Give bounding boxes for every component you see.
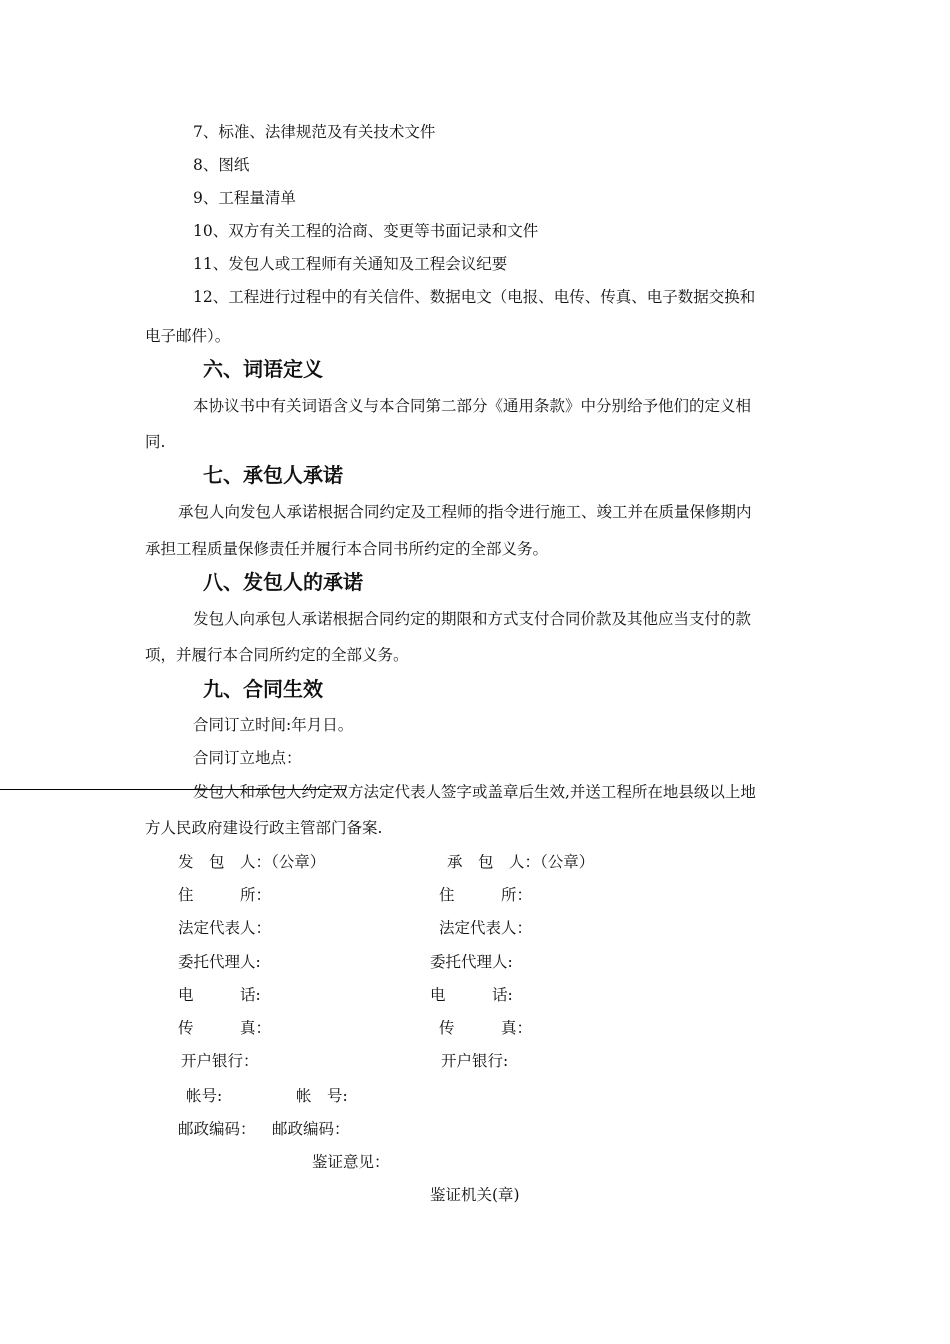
item-10: 10、双方有关工程的洽商、变更等书面记录和文件 (193, 222, 539, 240)
section-6-title: 六、词语定义 (203, 357, 323, 381)
item-7: 7、标准、法律规范及有关技术文件 (193, 123, 436, 141)
section-8-line-2: 项，并履行本合同所约定的全部义务。 (145, 646, 409, 664)
contract-date: 合同订立时间:年月日。 (193, 716, 354, 734)
notary-office: 鉴证机关(章) (430, 1186, 520, 1204)
section-7-line-1: 承包人向发包人承诺根据合同约定及工程师的指令进行施工、竣工并在质量保修期内 (178, 503, 752, 521)
employer-legal-rep: 法定代表人： (178, 919, 272, 937)
employer-fax: 传 真： (178, 1019, 272, 1037)
section-8-title: 八、发包人的承诺 (203, 570, 363, 594)
employer-phone: 电 话: (178, 986, 261, 1004)
contract-place: 合同订立地点： (193, 749, 302, 767)
employer-account: 帐号: (186, 1087, 223, 1105)
contractor-label: 承 包 人：（公章） (447, 853, 595, 871)
contractor-bank: 开户银行: (441, 1052, 509, 1070)
section-9-line-3: 发包人和承包人约定双方法定代表人签字或盖章后生效,并送工程所在地县级以上地 (193, 783, 756, 801)
employer-address: 住 所： (178, 886, 272, 904)
employer-label: 发 包 人：（公章） (178, 853, 326, 871)
section-6-line-1: 本协议书中有关词语含义与本合同第二部分《通用条款》中分别给予他们的定义相 (193, 397, 752, 415)
section-6-line-2: 同. (145, 433, 166, 451)
item-12-continued: 电子邮件）。 (145, 327, 231, 345)
contractor-phone: 电 话: (430, 986, 513, 1004)
contractor-account: 帐 号: (296, 1087, 348, 1105)
item-12: 12、工程进行过程中的有关信件、数据电文（电报、电传、传真、电子数据交换和 (193, 288, 756, 306)
section-7-line-2: 承担工程质量保修责任并履行本合同书所约定的全部义务。 (145, 540, 549, 558)
employer-postal-code: 邮政编码： (178, 1120, 256, 1138)
item-11: 11、发包人或工程师有关通知及工程会议纪要 (193, 255, 508, 273)
contractor-postal-code: 邮政编码： (272, 1120, 350, 1138)
contractor-address: 住 所： (439, 886, 533, 904)
section-7-title: 七、承包人承诺 (203, 463, 343, 487)
employer-bank: 开户银行： (181, 1052, 259, 1070)
notary-opinion: 鉴证意见： (312, 1153, 390, 1171)
contractor-agent: 委托代理人: (430, 953, 513, 971)
section-9-line-4: 方人民政府建设行政主管部门备案. (145, 819, 383, 837)
horizontal-rule (0, 789, 346, 790)
section-9-title: 九、合同生效 (203, 677, 323, 701)
item-9: 9、工程量清单 (193, 189, 296, 207)
section-8-line-1: 发包人向承包人承诺根据合同约定的期限和方式支付合同价款及其他应当支付的款 (193, 610, 752, 628)
contractor-legal-rep: 法定代表人： (439, 919, 533, 937)
contractor-fax: 传 真： (439, 1019, 533, 1037)
employer-agent: 委托代理人: (178, 953, 261, 971)
item-8: 8、图纸 (193, 156, 250, 174)
